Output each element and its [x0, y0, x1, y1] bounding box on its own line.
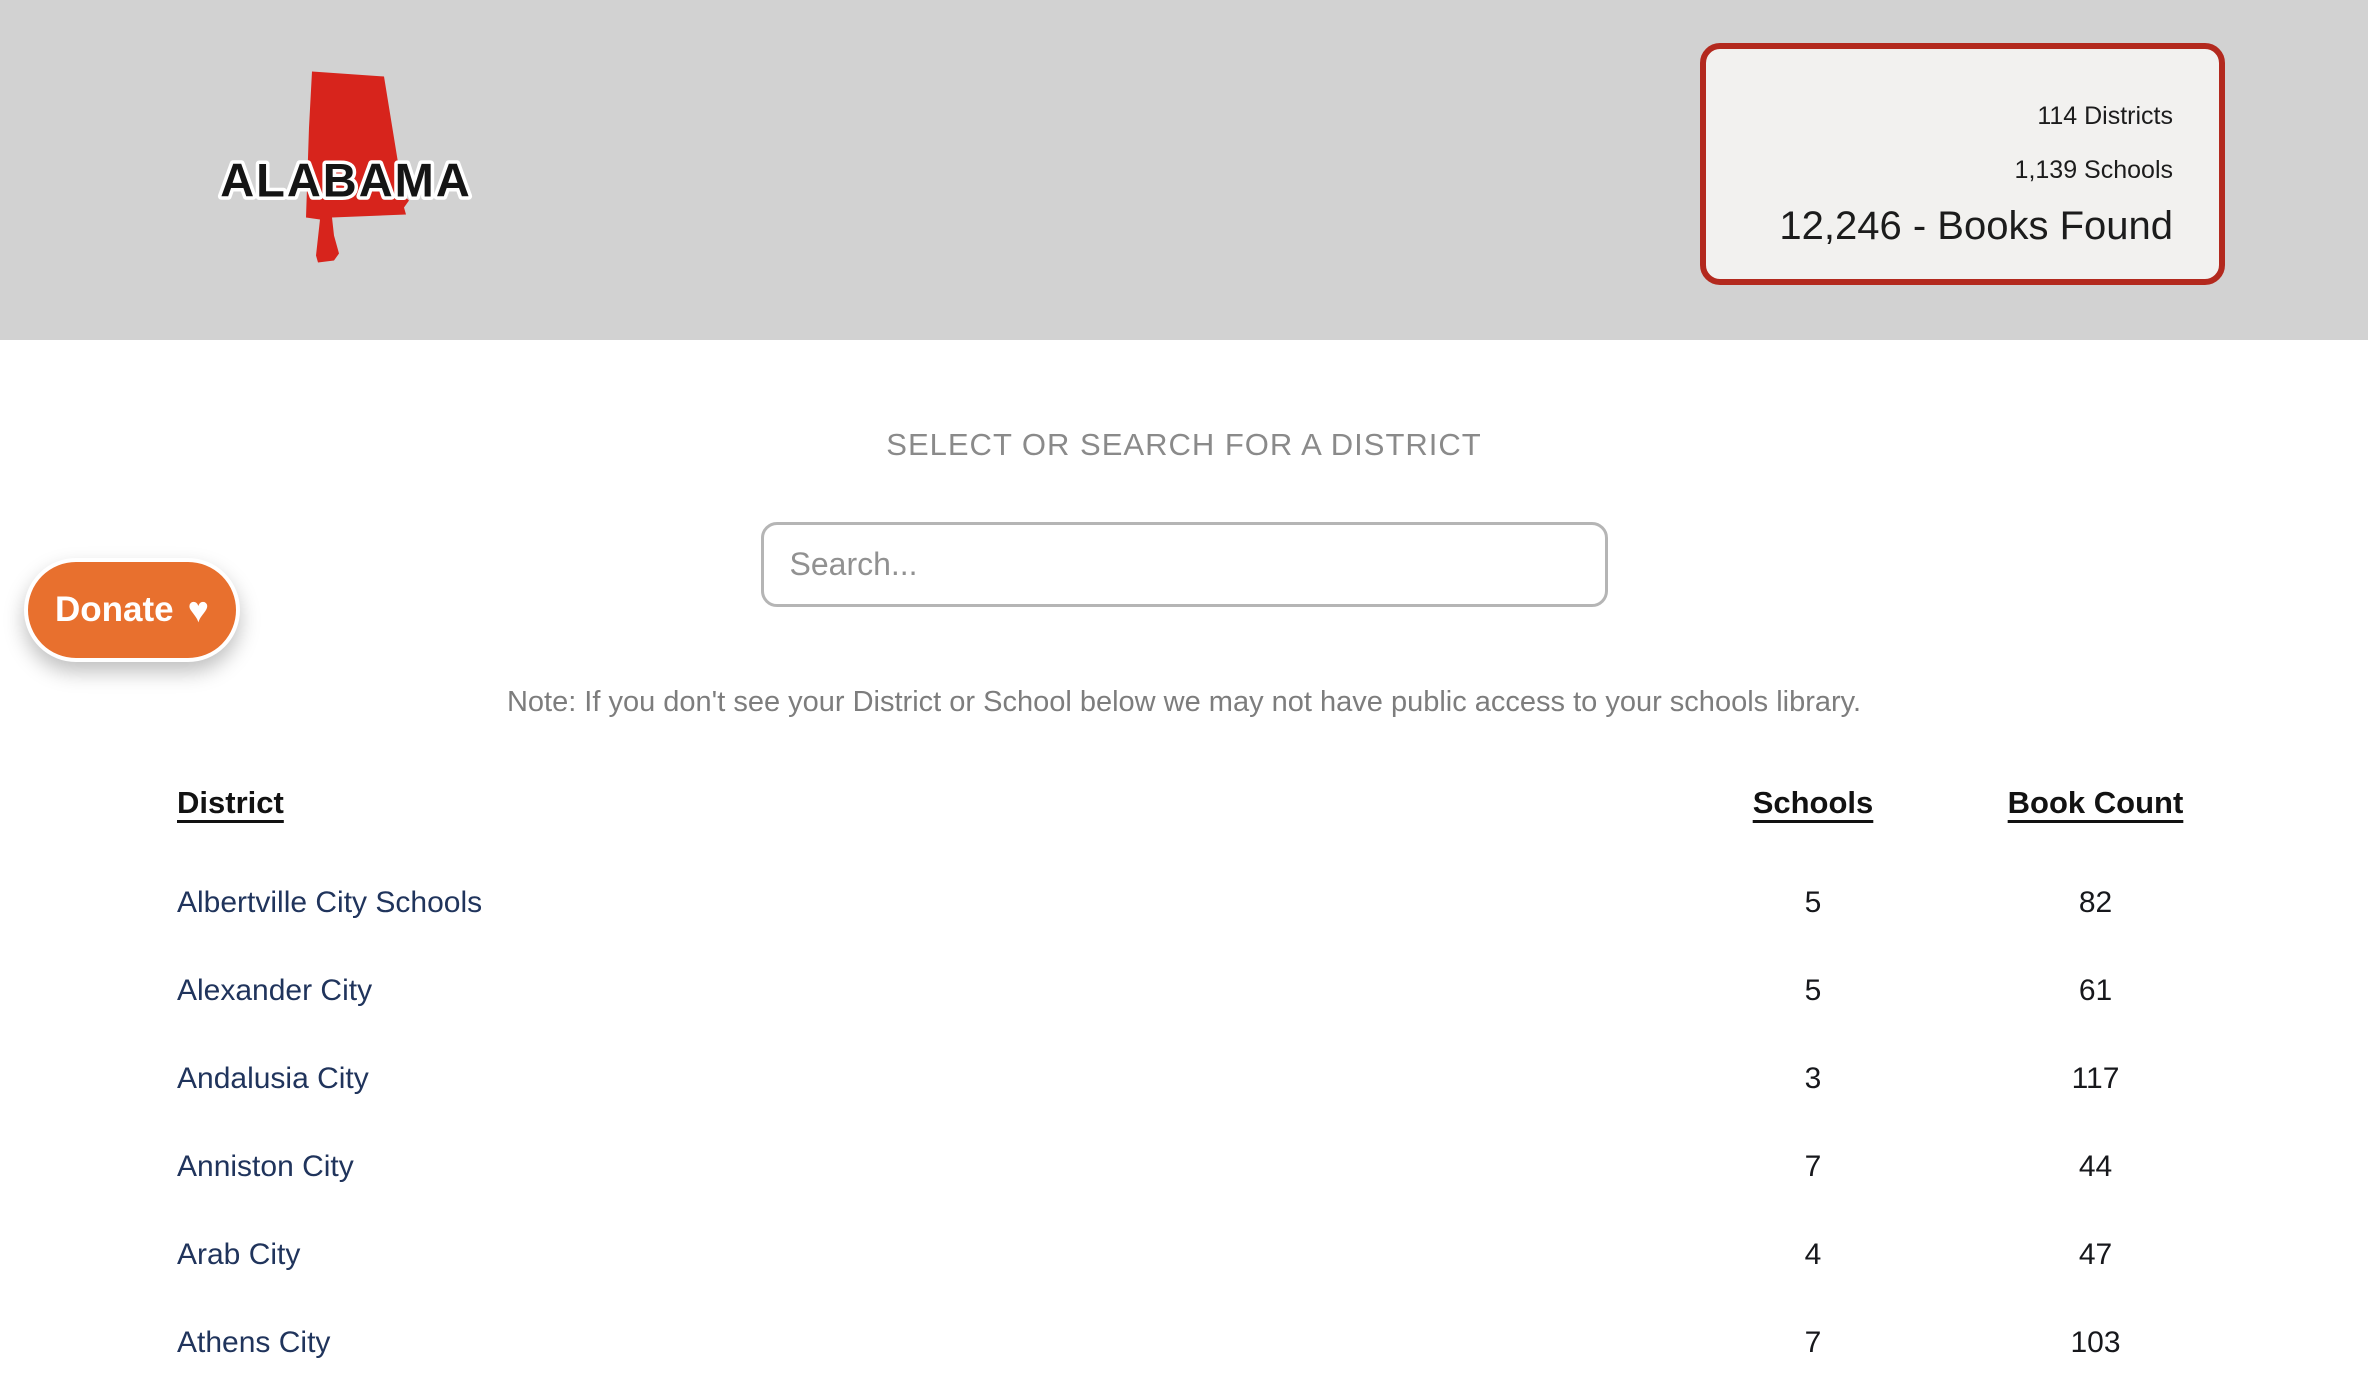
stats-box: [1700, 43, 2225, 285]
schools-count: 4: [1804, 1238, 1822, 1271]
select-district-heading: SELECT OR SEARCH FOR A DISTRICT: [886, 427, 1482, 462]
header-band: [0, 0, 2368, 340]
table-row: [177, 947, 2198, 1035]
table-row: [177, 1035, 2198, 1123]
district-link[interactable]: Athens City: [177, 1326, 331, 1359]
book-count: 117: [2071, 1062, 2120, 1095]
book-count: 82: [2078, 886, 2113, 919]
book-count: 47: [2078, 1238, 2113, 1271]
heart-icon: ♥: [187, 589, 209, 630]
stat-districts: 114 Districts: [2037, 102, 2173, 130]
district-table: [177, 781, 2198, 1387]
book-count: 103: [2070, 1326, 2121, 1359]
alabama-logo[interactable]: [212, 64, 480, 286]
library-access-note: Note: If you don't see your District or School below we may not have public access to your schools library.: [506, 686, 1862, 718]
schools-column-header[interactable]: Schools: [1752, 785, 1874, 820]
donate-button[interactable]: [24, 558, 240, 662]
alabama-logo-svg: [212, 64, 480, 286]
district-link[interactable]: Alexander City: [177, 974, 373, 1007]
table-header-row: [177, 781, 2198, 825]
logo-text: ALABAMA: [220, 153, 472, 207]
schools-count: 3: [1804, 1062, 1822, 1095]
district-link[interactable]: Anniston City: [177, 1150, 354, 1183]
table-row: [177, 1123, 2198, 1211]
schools-count: 5: [1804, 886, 1822, 919]
stat-books-found: 12,246 - Books Found: [1779, 204, 2173, 248]
table-row: [177, 859, 2198, 947]
stat-schools: 1,139 Schools: [2014, 156, 2173, 184]
district-column-header[interactable]: District: [177, 785, 284, 820]
table-row: [177, 1211, 2198, 1299]
schools-count: 7: [1804, 1326, 1822, 1359]
book-count: 44: [2078, 1150, 2113, 1183]
book-count-column-header[interactable]: Book Count: [2007, 785, 2184, 820]
main-content: [0, 429, 2368, 1387]
district-link[interactable]: Albertville City Schools: [177, 886, 483, 919]
district-link[interactable]: Andalusia City: [177, 1062, 369, 1095]
book-count: 61: [2078, 974, 2113, 1007]
donate-label: Donate: [55, 590, 174, 629]
table-row: [177, 1299, 2198, 1387]
schools-count: 5: [1804, 974, 1822, 1007]
district-link[interactable]: Arab City: [177, 1238, 301, 1271]
schools-count: 7: [1804, 1150, 1822, 1183]
search-input[interactable]: [761, 522, 1608, 607]
